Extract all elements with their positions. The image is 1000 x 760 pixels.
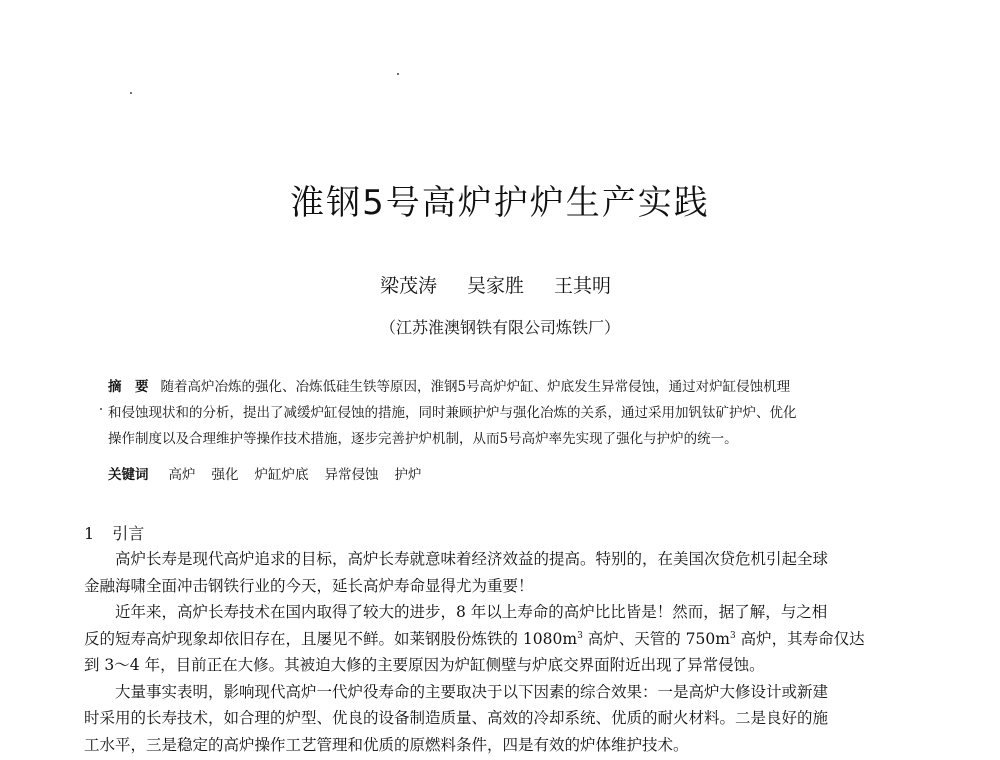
keyword: 高炉 (168, 467, 196, 483)
paragraph-line: 高炉长寿是现代高炉追求的目标，高炉长寿就意味着经济效益的提高。特别的，在美国次贷危机引起全球 (115, 550, 829, 568)
section-title: 引言 (112, 524, 145, 543)
text-run: 高炉，其寿命仅达 (735, 629, 865, 648)
abstract-line: 操作制度以及合理维护等操作技术措施，逐步完善护炉机制，从而5号高炉率先实现了强化与护炉的统一。 (108, 431, 738, 447)
body-text (84, 546, 914, 758)
superscript: 3 (729, 630, 736, 641)
keywords-label: 关键词 (108, 467, 149, 483)
author-name: 王其明 (554, 275, 612, 297)
text-run: 高炉、天管的 750m (582, 629, 730, 648)
abstract-line: 和侵蚀现状和的分析，提出了减缓炉缸侵蚀的措施，同时兼顾护炉与强化冶炼的关系，通过采用加钒钛矿护炉、优化 (108, 405, 797, 421)
abstract-line (108, 374, 898, 400)
author-name: 梁茂涛 (380, 275, 438, 297)
keyword: 强化 (211, 467, 239, 483)
paragraph-line: 近年来，高炉长寿技术在国内取得了较大的进步，8 年以上寿命的高炉比比皆是！然而，据了解，与之相 (115, 603, 828, 621)
paragraph-line: 大量事实表明，影响现代高炉一代炉役寿命的主要取决于以下因素的综合效果：一是高炉大修设计或新建 (115, 682, 829, 701)
keyword: 炉缸炉底 (254, 467, 309, 483)
author-list (380, 272, 700, 300)
paper-title: 淮钢5号高炉护炉生产实践 (290, 183, 710, 223)
keyword: 护炉 (394, 467, 422, 483)
paragraph-line (84, 626, 914, 653)
scan-speck (130, 92, 132, 94)
paragraph-line: 到 3～4 年，目前正在大修。其被迫大修的主要原因为炉缸侧壁与炉底交界面附近出现了异常侵蚀。 (84, 656, 765, 674)
abstract-block (108, 374, 898, 452)
abstract-label: 摘 要 (108, 379, 149, 395)
scan-speck (100, 408, 102, 410)
text-run: 反的短寿高炉现象却依旧存在，且屡见不鲜。如莱钢股份炼铁的 1080m (84, 629, 578, 648)
paragraph-line: 金融海啸全面冲击钢铁行业的今天，延长高炉寿命显得尤为重要！ (84, 576, 534, 595)
paragraph-line: 工水平，三是稳定的高炉操作工艺管理和优质的原燃料条件，四是有效的炉体维护技术。 (84, 735, 689, 754)
abstract-text: 随着高炉冶炼的强化、冶炼低硅生铁等原因，淮钢5号高炉炉缸、炉底发生异常侵蚀，通过对炉缸侵蚀机理 (160, 379, 791, 395)
section-heading (84, 522, 144, 546)
author-name: 吴家胜 (467, 275, 525, 297)
keywords-block (108, 463, 898, 487)
superscript: 3 (577, 630, 583, 641)
keyword: 异常侵蚀 (324, 467, 379, 483)
author-affiliation: （江苏淮澳钢铁有限公司炼铁厂） (379, 318, 620, 337)
paragraph-line: 时采用的长寿技术，如合理的炉型、优良的设备制造质量、高效的冷却系统、优质的耐火材料。二是良好的施 (84, 709, 829, 727)
section-number: 1 (84, 524, 95, 543)
scan-speck (397, 73, 399, 75)
